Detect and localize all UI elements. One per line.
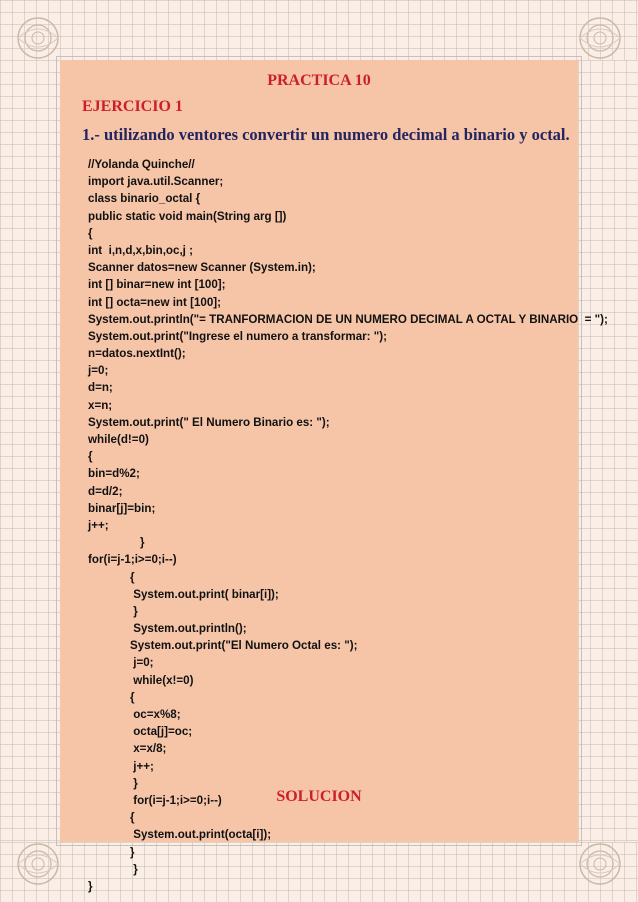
code-line: class binario_octal {	[88, 192, 201, 206]
code-line: System.out.print("Ingrese el numero a transformar: ");	[88, 329, 387, 343]
code-line: {	[130, 811, 135, 825]
code-line: j=0;	[88, 364, 109, 378]
code-line: x=n;	[88, 398, 113, 412]
code-line: public static void main(String arg [])	[88, 209, 287, 223]
code-line: System.out.print( binar[i]);	[130, 587, 279, 601]
code-line: import java.util.Scanner;	[88, 175, 224, 189]
exercise-heading: EJERCICIO 1	[82, 98, 183, 115]
code-line: octa[j]=oc;	[130, 725, 193, 739]
code-line: j=0;	[130, 656, 154, 670]
code-line: //Yolanda Quinche//	[88, 158, 195, 171]
page-title: PRACTICA 10	[267, 72, 371, 89]
code-line: x=x/8;	[130, 742, 167, 756]
exercise-statement: 1.- utilizando ventores convertir un numero decimal a binario y octal.	[82, 125, 570, 144]
code-line: Scanner datos=new Scanner (System.in);	[88, 261, 316, 275]
code-line: {	[88, 226, 93, 240]
document-content	[60, 60, 608, 893]
code-line: }	[130, 604, 138, 618]
code-line: }	[130, 862, 138, 876]
code-line: System.out.println();	[130, 622, 247, 636]
corner-ornament-icon	[572, 10, 628, 66]
code-line: System.out.print(octa[i]);	[130, 828, 272, 842]
code-line: binar[j]=bin;	[88, 501, 156, 515]
code-line: int i,n,d,x,bin,oc,j ;	[88, 243, 193, 257]
code-line: d=n;	[88, 381, 113, 395]
code-line: System.out.println("= TRANFORMACION DE UN NUMERO DECIMAL A OCTAL Y BINARIO = ");	[88, 312, 608, 326]
code-line: j++;	[130, 759, 154, 773]
code-line: while(x!=0)	[130, 673, 194, 687]
code-line: int [] octa=new int [100];	[88, 295, 222, 309]
code-line: d=d/2;	[88, 484, 123, 498]
code-line: System.out.print("El Numero Octal es: ");	[130, 639, 358, 653]
code-line: }	[88, 879, 93, 893]
border-left	[0, 60, 60, 842]
code-line: }	[140, 536, 145, 550]
border-top	[0, 0, 638, 60]
code-line: for(i=j-1;i>=0;i--)	[88, 553, 177, 567]
code-line: for(i=j-1;i>=0;i--)	[130, 793, 222, 807]
corner-ornament-icon	[10, 836, 66, 892]
code-line: System.out.print(" El Numero Binario es: ");	[88, 415, 330, 429]
corner-ornament-icon	[10, 10, 66, 66]
code-listing	[88, 156, 608, 895]
code-line: bin=d%2;	[88, 467, 140, 481]
code-line: }	[130, 776, 138, 790]
code-line: while(d!=0)	[88, 433, 149, 446]
code-line: {	[130, 690, 135, 704]
code-line: }	[130, 845, 135, 859]
code-line: int [] binar=new int [100];	[88, 278, 226, 292]
code-line: n=datos.nextInt();	[88, 347, 186, 361]
code-line: oc=x%8;	[130, 708, 181, 721]
code-line: {	[130, 570, 135, 584]
code-line: j++;	[88, 518, 109, 532]
solution-heading: SOLUCION	[276, 788, 362, 805]
code-line: {	[88, 450, 93, 464]
